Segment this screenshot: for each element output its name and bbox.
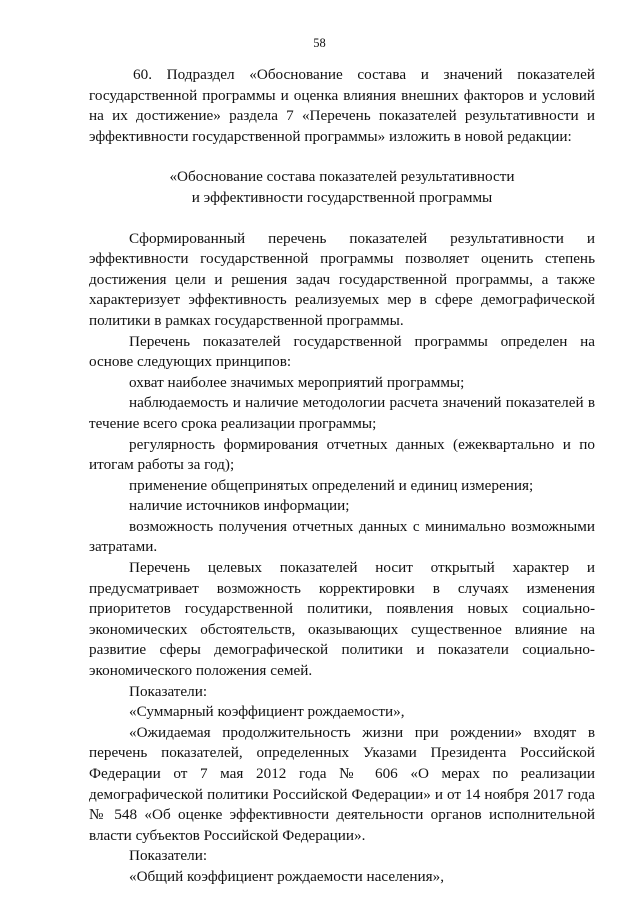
paragraph-60: 60. Подраздел «Обоснование состава и значений показателей государственной программы и оценка влияния внешних факторов и условий на их достижение» раздела 7 «Перечень показателей результативности и эффективности государственной программы» изложить в новой редакции: [89, 66, 595, 145]
indicator-item: «Общий коэффициент рождаемости населения», [129, 867, 445, 885]
paragraph-principles-intro: Перечень показателей государственной программы определен на основе следующих принципов: [89, 332, 595, 371]
section-heading-line-1: «Обоснование состава показателей результативности [169, 168, 515, 186]
principle-item: наличие источников информации; [129, 497, 350, 515]
paragraph-indicators-label: Показатели: [129, 682, 208, 700]
paragraph-life-expectancy: «Ожидаемая продолжительность жизни при рождении» входят в перечень показателей, определенных Указами Президента Российской Федерации от 7 мая 2012 года № 606 «О мерах по реализации демографической политики Российской Федерации» и от 14 ноября 2017 года № 548 «Об оценке эффективности деятельности органов исполнительной власти субъектов Российской Федерации». [89, 723, 595, 844]
page-number: 58 [313, 36, 326, 50]
paragraph-formed-list: Сформированный перечень показателей результативности и эффективности государственной программы позволяет оценить степень достижения цели и решения задач государственной программы, а также характеризует эффективность реализуемых мер в сфере демографической политики в рамках государственной программы. [89, 229, 595, 329]
principle-item: наблюдаемость и наличие методологии расчета значений показателей в течение всего срока реализации программы; [89, 394, 595, 432]
indicator-item: «Суммарный коэффициент рождаемости», [129, 703, 405, 721]
paragraph-open-list: Перечень целевых показателей носит открытый характер и предусматривает возможность корректировки в случаях изменения приоритетов государственной политики, появления новых социально-экономических обстоятельств, оказывающих существенное влияние на развитие сферы демографической политики и показатели социально-экономического положения семей. [89, 559, 595, 680]
paragraph-indicators-label: Показатели: [129, 847, 208, 865]
section-heading [89, 167, 595, 208]
document-body [89, 65, 595, 888]
principle-item: возможность получения отчетных данных с минимально возможными затратами. [89, 517, 595, 556]
principle-item: регулярность формирования отчетных данных (ежеквартально и по итогам работы за год); [89, 435, 595, 474]
principle-item: охват наиболее значимых мероприятий программы; [129, 373, 465, 391]
principle-item: применение общепринятых определений и единиц измерения; [129, 476, 534, 494]
section-heading-line-2: и эффективности государственной программы [191, 188, 493, 206]
